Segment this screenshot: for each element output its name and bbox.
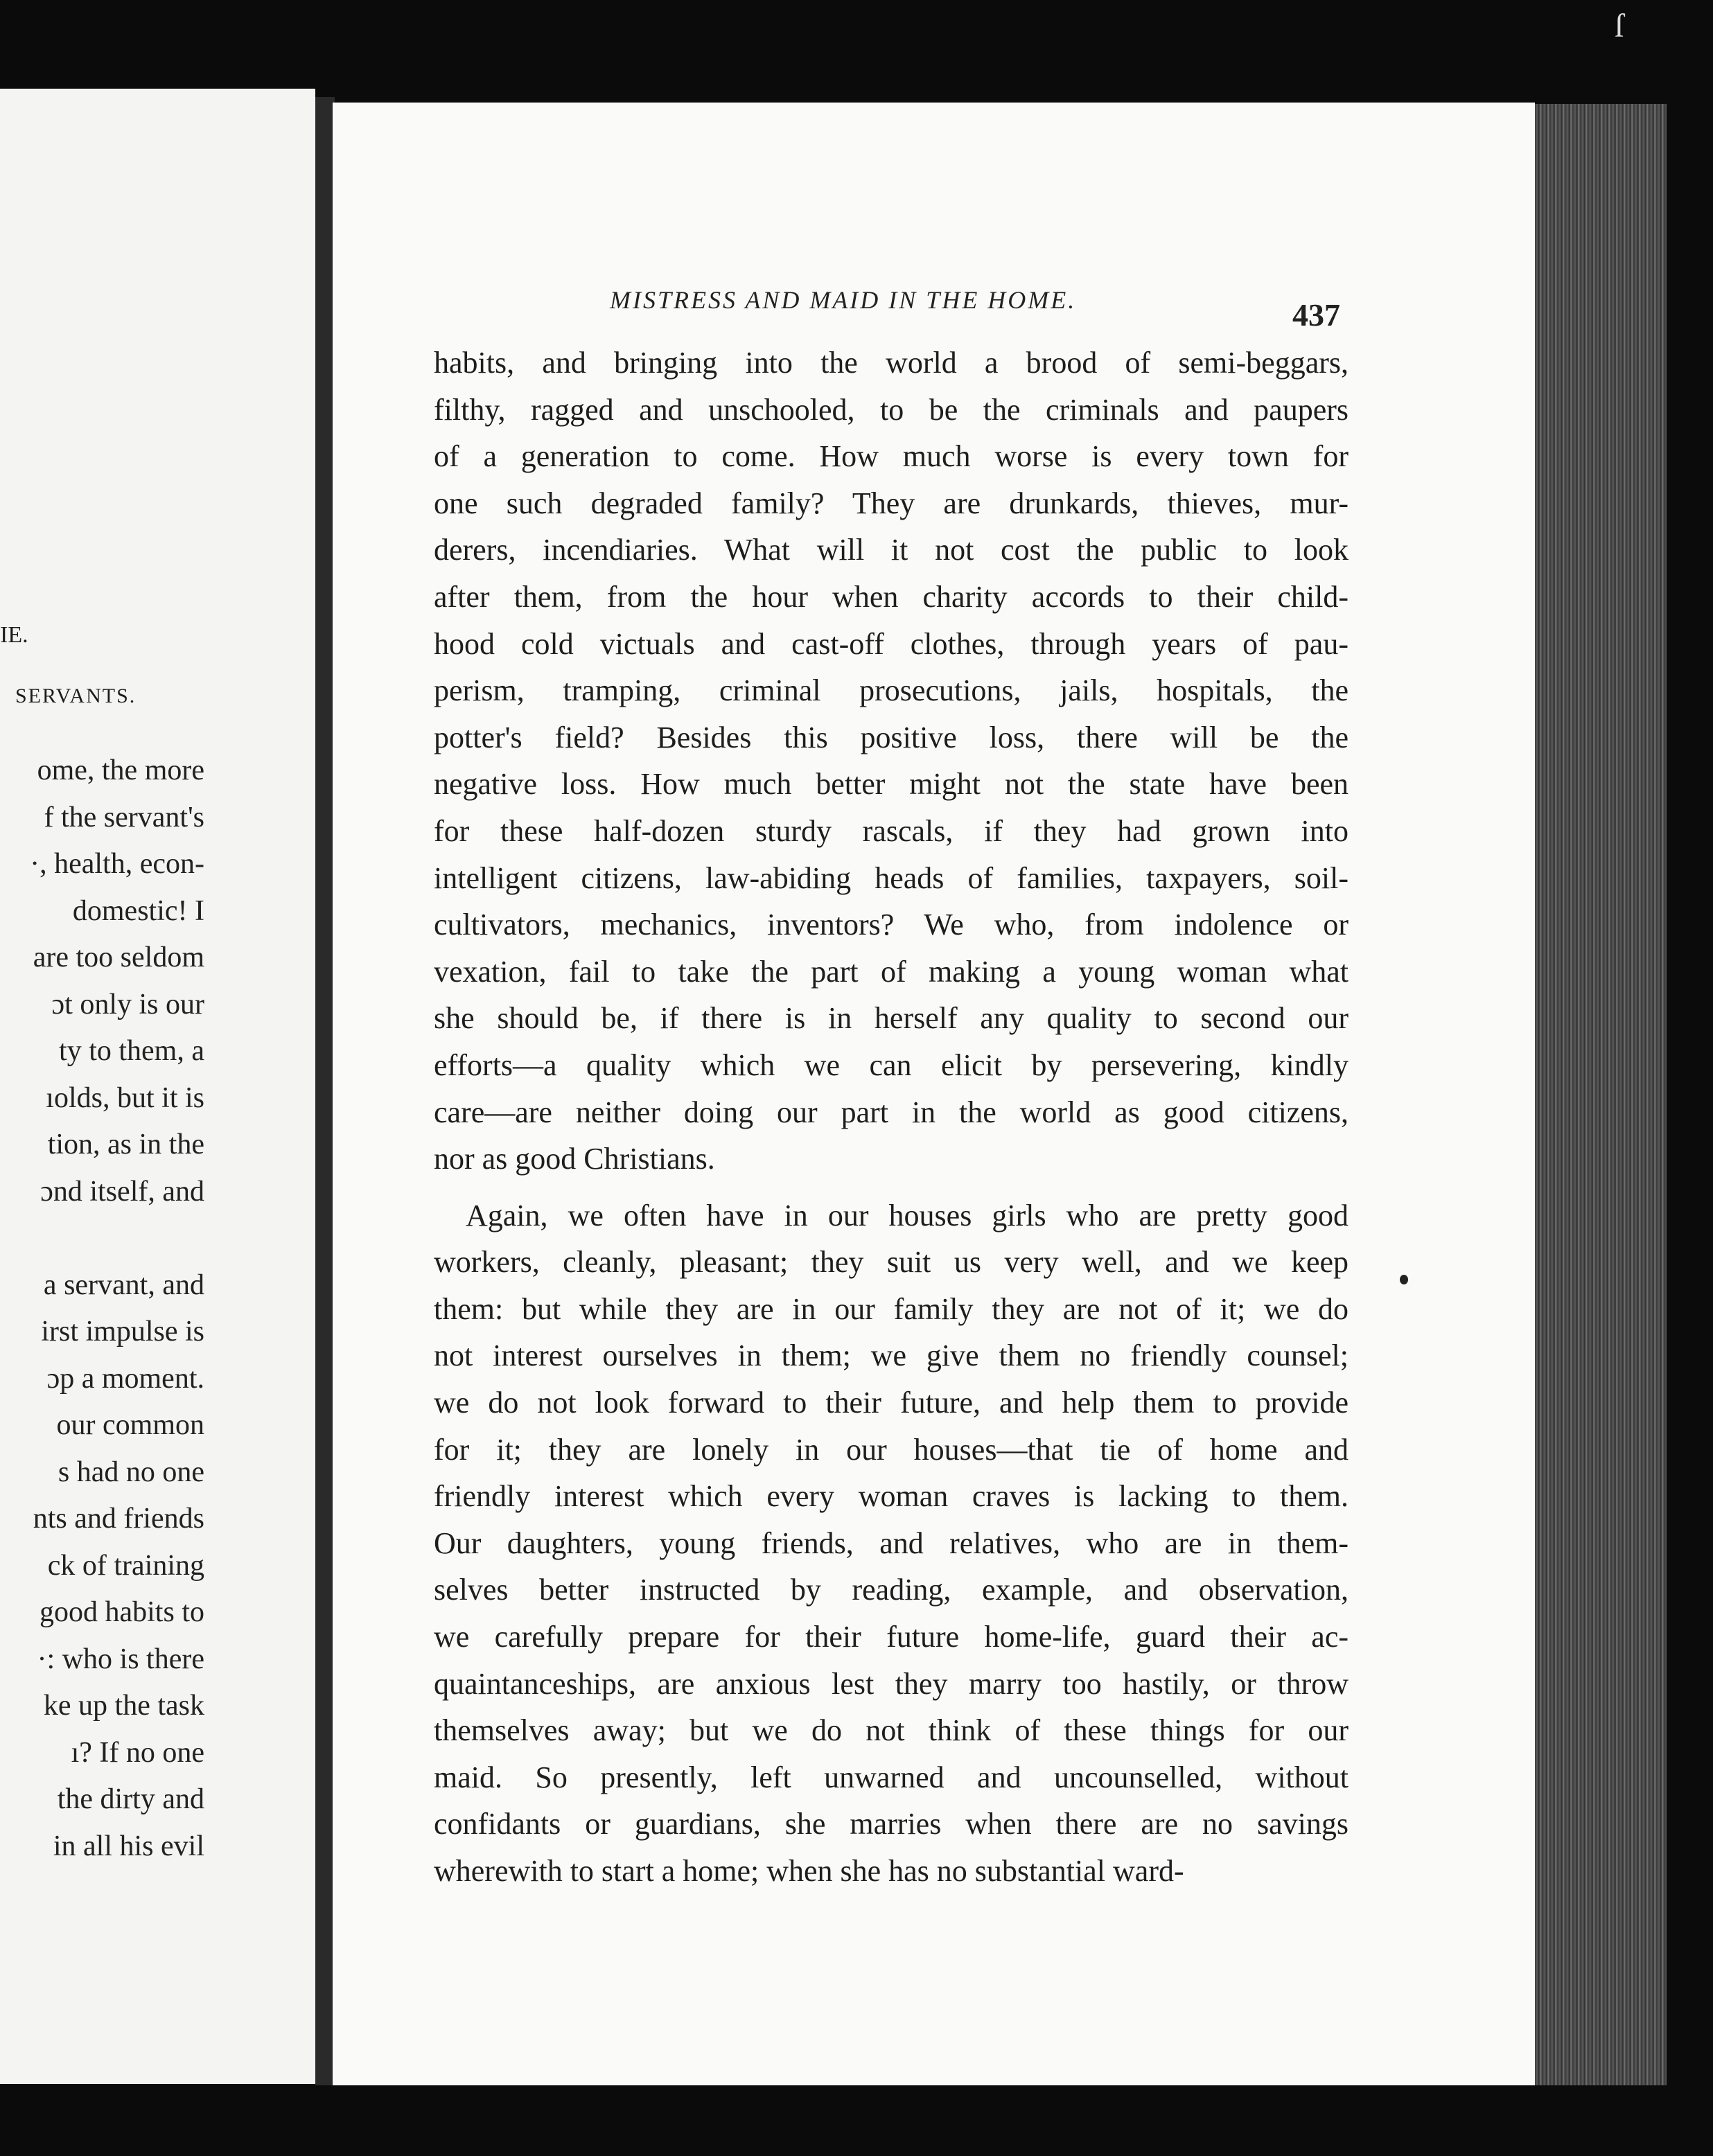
left-page-line: ɔp a moment. <box>46 1362 204 1395</box>
text-line: confidants or guardians, she marries when there are no savings <box>434 1807 1349 1841</box>
left-page-line: our common <box>56 1409 204 1441</box>
film-scratch: ſ <box>1615 8 1624 44</box>
left-page-line: good habits to <box>39 1596 204 1628</box>
left-page-line: ty to them, a <box>59 1035 204 1067</box>
text-line: negative loss. How much better might not the state have been <box>434 767 1349 802</box>
text-line: wherewith to start a home; when she has no substantial ward- <box>434 1854 1184 1888</box>
text-line: workers, cleanly, pleasant; they suit us very well, and we keep <box>434 1245 1349 1280</box>
text-line: maid. So presently, left unwarned and uncounselled, without <box>434 1760 1349 1794</box>
left-page-line: ıolds, but it is <box>46 1081 204 1114</box>
left-facing-page <box>0 89 315 2084</box>
text-line: them: but while they are in our family they are not of it; we do <box>434 1291 1349 1326</box>
text-line: hood cold victuals and cast-off clothes, through years of pau- <box>434 626 1349 661</box>
left-page-heading: IE. <box>0 622 28 648</box>
left-page-line: s had no one <box>58 1456 204 1488</box>
text-line: vexation, fail to take the part of making a young woman what <box>434 954 1349 989</box>
left-page-line: in all his evil <box>53 1830 204 1862</box>
text-line: for these half-dozen sturdy rascals, if they had grown into <box>434 813 1349 848</box>
left-page-subheading: SERVANTS. <box>15 684 137 707</box>
text-line: quaintanceships, are anxious lest they marry too hastily, or throw <box>434 1666 1349 1701</box>
text-line: cultivators, mechanics, inventors? We who, from indolence or <box>434 908 1349 942</box>
left-page-line: nts and friends <box>33 1503 204 1535</box>
text-line: one such degraded family? They are drunkards, thieves, mur- <box>434 486 1349 520</box>
text-line: efforts—a quality which we can elicit by persevering, kindly <box>434 1048 1349 1082</box>
text-line: perism, tramping, criminal prosecutions, jails, hospitals, the <box>434 673 1349 708</box>
left-page-line: tion, as in the <box>47 1129 204 1160</box>
text-line: friendly interest which every woman craves is lacking to them. <box>434 1479 1349 1514</box>
text-line: Our daughters, young friends, and relatives, who are in them- <box>434 1526 1349 1560</box>
text-line: themselves away; but we do not think of these things for our <box>434 1713 1349 1748</box>
page-edges <box>1535 104 1667 2085</box>
left-page-line: are too seldom <box>33 942 204 973</box>
text-line: of a generation to come. How much worse is every town for <box>434 439 1349 474</box>
text-line: Again, we often have in our houses girls who are pretty good <box>466 1198 1349 1232</box>
left-page-line: a servant, and <box>43 1269 204 1301</box>
text-line: selves better instructed by reading, example, and observation, <box>434 1573 1349 1607</box>
text-line: she should be, if there is in herself any quality to second our <box>434 1001 1349 1036</box>
left-page-line: ck of training <box>47 1549 204 1582</box>
text-line: filthy, ragged and unschooled, to be the criminals and paupers <box>434 392 1349 427</box>
text-line: care—are neither doing our part in the world as good citizens, <box>434 1095 1349 1129</box>
left-page-line: the dirty and <box>57 1783 204 1815</box>
left-page-line: irst impulse is <box>41 1316 204 1348</box>
ink-speck <box>1400 1275 1408 1284</box>
left-page-line: ·, health, econ- <box>30 848 204 880</box>
text-line: potter's field? Besides this positive loss, there will be the <box>434 720 1349 754</box>
book-gutter <box>315 97 335 2085</box>
paragraph-2 <box>434 1192 1349 1895</box>
text-line: we carefully prepare for their future home-life, guard their ac- <box>434 1620 1349 1654</box>
left-page-line: ɔt only is our <box>51 988 204 1020</box>
left-page-line: ɔnd itself, and <box>40 1175 204 1208</box>
left-page-line: domestic! I <box>72 894 204 927</box>
text-line: intelligent citizens, law-abiding heads of families, taxpayers, soil- <box>434 860 1349 895</box>
left-page-line: f the servant's <box>44 801 204 833</box>
left-page-line: ı? If no one <box>71 1736 204 1769</box>
text-line: derers, incendiaries. What will it not cost the public to look <box>434 533 1349 567</box>
running-head: MISTRESS AND MAID IN THE HOME. <box>610 286 1077 314</box>
text-line: nor as good Christians. <box>434 1142 715 1176</box>
text-line: for it; they are lonely in our houses—that tie of home and <box>434 1432 1349 1467</box>
text-line: not interest ourselves in them; we give them no friendly counsel; <box>434 1338 1349 1373</box>
paragraph-1 <box>434 339 1349 1183</box>
left-page-line: ome, the more <box>37 754 204 786</box>
text-line: after them, from the hour when charity accords to their child- <box>434 579 1349 614</box>
page-body <box>434 339 1349 1895</box>
text-line: habits, and bringing into the world a brood of semi-beggars, <box>434 346 1349 380</box>
page-number: 437 <box>1292 297 1340 333</box>
left-page-line: ke up the task <box>43 1690 204 1722</box>
left-page-line: ·: who is there <box>37 1643 204 1675</box>
text-line: we do not look forward to their future, and help them to provide <box>434 1386 1349 1420</box>
